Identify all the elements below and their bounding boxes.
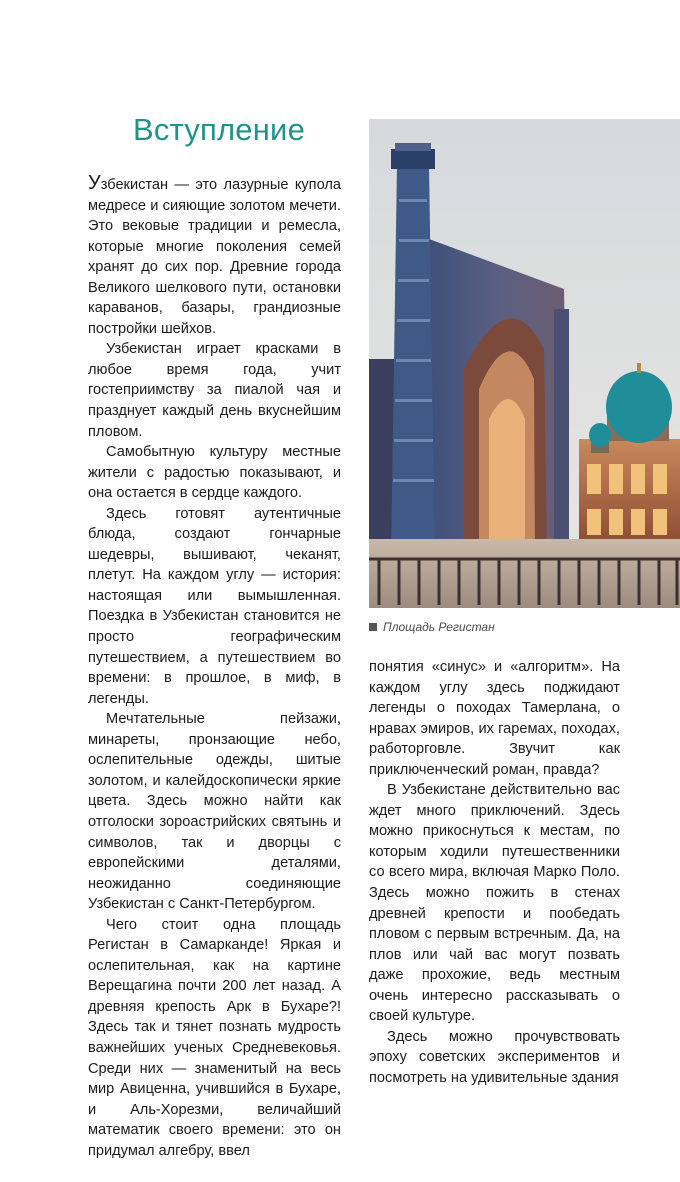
paragraph: Здесь готовят аутентичные блюда, создают гончарные шедевры, вышивают, чеканят, плетут. На каждом углу — история: настоящая или вымышленная. Поездка в Узбекистан становится не просто географическим путешествием, а путешествием во времени: в прошлое, в миф, в легенды. (88, 505, 341, 707)
paragraph: понятия «синус» и «алгоритм». На каждом углу здесь поджидают легенды о походах Тамерлана, о нравах эмиров, их гаремах, походах, работорговле. Звучит как приключенческий роман, правда? (369, 659, 620, 778)
caption-square-icon (369, 623, 377, 631)
caption-text: Площадь Регистан (383, 620, 495, 634)
paragraph: Узбекистан играет красками в любое время года, учит гостеприимству за пиалой чая и празднует каждый день вкуснейшим пловом. (88, 341, 341, 440)
drop-cap: У (88, 172, 101, 194)
intro-text: збекистан — это лазурные купола медресе и сияющие золотом мечети. Это вековые традиции и ремесла, которые многие поколения семей хранят до сих пор. Древние города Великого шелкового пути, остановки караванов, базары, грандиозные постройки шейхов. (88, 177, 341, 337)
paragraph: Самобытную культуру местные жители с радостью показывают, и она остается в сердце каждого. (88, 444, 341, 502)
registan-illustration (369, 119, 680, 608)
intro-paragraph (88, 172, 341, 339)
paragraph: Чего стоит одна площадь Регистан в Самарканде! Яркая и ослепительная, как на картине Верещагина почти 200 лет назад. А древняя крепость Арк в Бухаре?! Здесь так и тянет познать мудрость важнейших ученых Средневековья. Среди них — знаменитый на весь мир Авиценна, учившийся в Бухаре, и Аль-Хорезми, величайший математик своего времени: это он придумал алгебру, ввел (88, 916, 341, 1159)
right-text-column (369, 657, 620, 1088)
paragraph: Здесь можно прочувствовать эпоху советских экспериментов и посмотреть на удивительные здания (369, 1028, 620, 1086)
left-text-column (88, 172, 341, 1161)
minaret (391, 143, 435, 559)
paragraph: В Узбекистане действительно вас ждет много приключений. Здесь можно прикоснуться к местам, по которым ходили путешественники со всего мира, включая Марко Поло. Здесь можно пожить в стенах древней крепости и пообедать пловом с первым встречным. Да, на плов или чай вас могут позвать даже прохожие, ведь местным очень интересно рассказывать о своей культуре. (369, 782, 620, 1025)
paragraph: Мечтательные пейзажи, минареты, пронзающие небо, ослепительные одежды, шитые золотом, и калейдоскопически яркие цвета. Здесь можно найти как отголоски зороастрийских святынь и символов, так и дворцы с европейскими деталями, неожиданно соединяющие Узбекистан с Санкт-Петербургом. (88, 711, 341, 913)
photo-caption (369, 620, 495, 634)
page-title: Вступление (133, 112, 306, 147)
registan-photo (369, 119, 680, 608)
square-ground (369, 539, 680, 608)
